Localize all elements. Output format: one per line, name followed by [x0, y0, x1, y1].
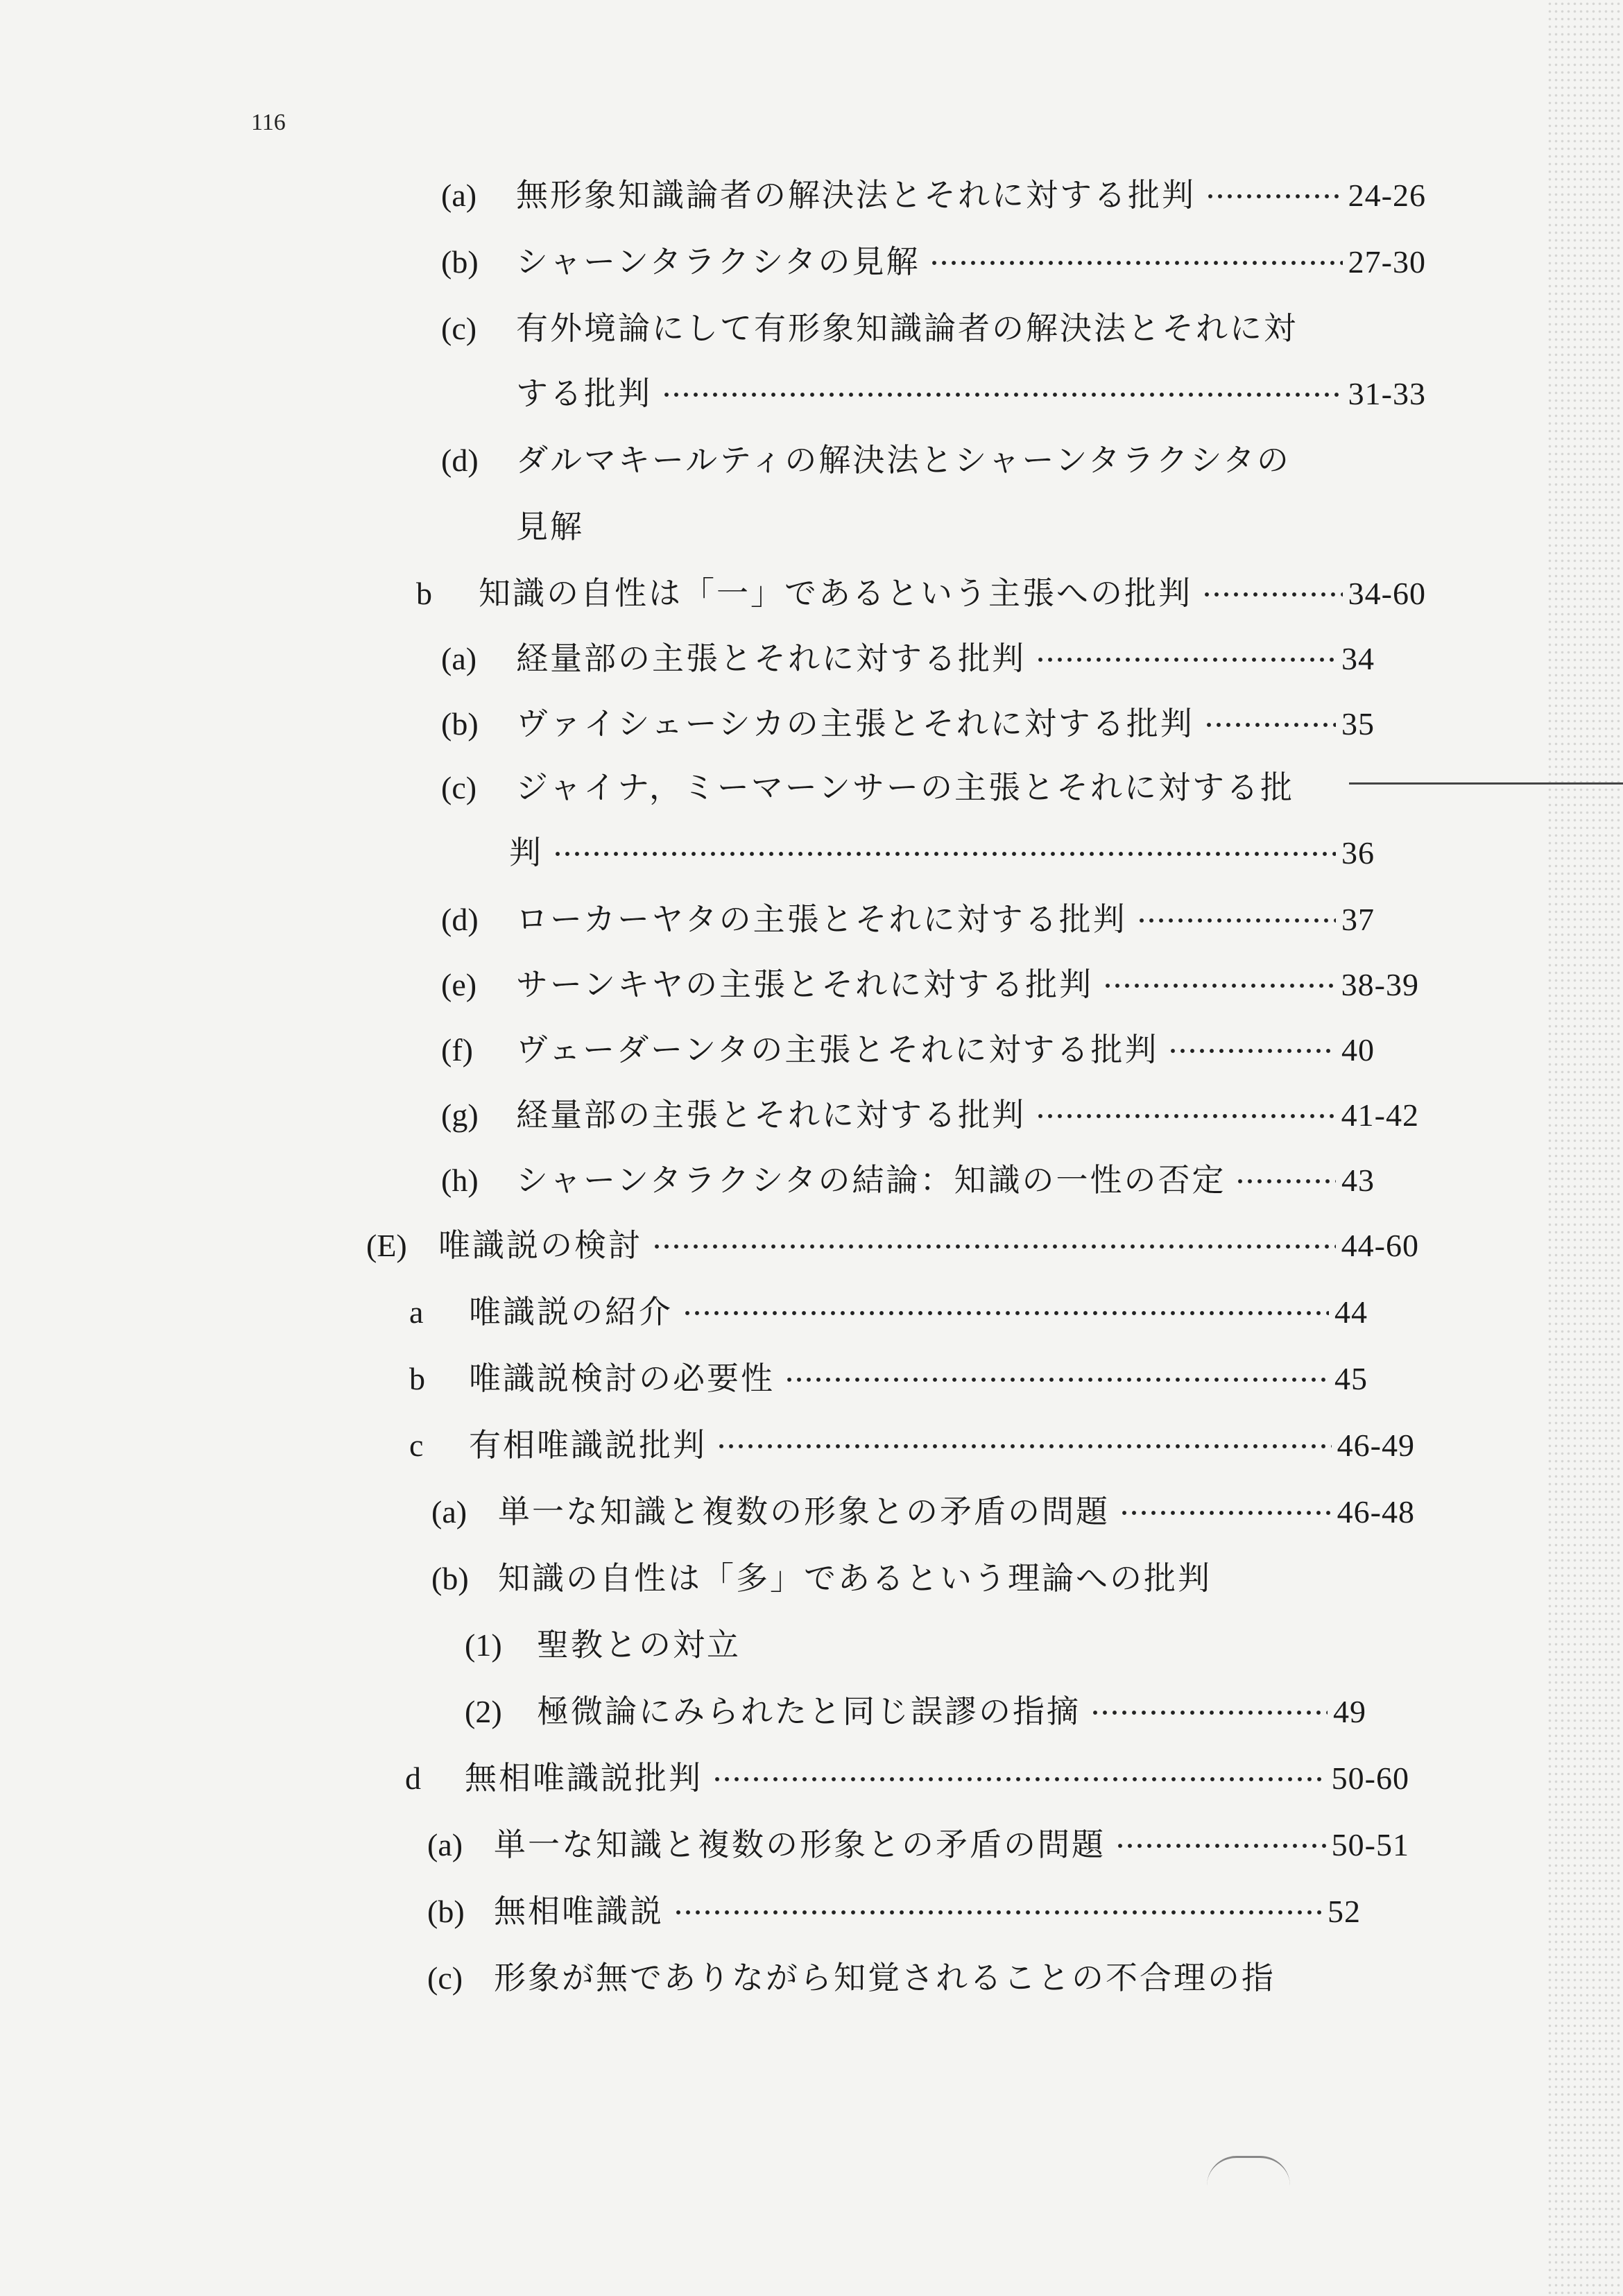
entry-pages: 41-42 — [1341, 1097, 1419, 1133]
entry-title: 聖教との対立 — [537, 1626, 741, 1663]
entry-title: 知識の自性は「一」であるという主張への批判 — [479, 574, 1192, 612]
entry-title: ヴァイシェーシカの主張とそれに対する批判 — [516, 705, 1194, 742]
dot-leader — [1235, 1172, 1336, 1190]
entry-title: 無形象知識論者の解決法とそれに対する批判 — [516, 176, 1196, 214]
entry-pages: 46-49 — [1337, 1428, 1415, 1463]
entry-mark: b — [409, 1361, 425, 1396]
entry-mark: (f) — [441, 1032, 473, 1068]
entry-title: 見解 — [516, 508, 584, 545]
toc-entry — [441, 1156, 1375, 1204]
toc-entry — [409, 1287, 1368, 1336]
toc-entry — [441, 1090, 1419, 1139]
toc-entry — [427, 1953, 1409, 2002]
toc-entry — [441, 634, 1375, 683]
entry-title: 判 — [509, 834, 543, 871]
toc-entry — [409, 1421, 1415, 1469]
entry-mark: (g) — [441, 1097, 479, 1133]
entry-mark: d — [405, 1760, 421, 1796]
entry-title: ローカーヤタの主張とそれに対する批判 — [516, 900, 1127, 938]
dot-leader — [662, 386, 1343, 404]
entry-title: する批判 — [516, 375, 652, 412]
dot-leader — [1137, 911, 1336, 929]
entry-mark: (b) — [427, 1894, 465, 1929]
entry-title: 経量部の主張とそれに対する批判 — [516, 1096, 1026, 1133]
entry-title: 唯識説の紹介 — [469, 1293, 673, 1330]
entry-title: 有外境論にして有形象知識論者の解決法とそれに対 — [516, 309, 1298, 347]
entry-pages: 44-60 — [1341, 1228, 1419, 1263]
entry-pages: 50-51 — [1331, 1827, 1409, 1862]
entry-title: 経量部の主張とそれに対する批判 — [516, 640, 1026, 677]
entry-mark: b — [416, 576, 432, 611]
entry-title: 形象が無でありながら知覚されることの不合理の指 — [494, 1959, 1276, 1996]
dot-leader — [652, 1237, 1336, 1256]
entry-mark: (b) — [431, 1561, 469, 1596]
toc-entry — [441, 960, 1419, 1009]
entry-mark: (e) — [441, 967, 477, 1002]
toc-entry-continuation — [516, 369, 1426, 418]
entry-title: ダルマキールティの解決法とシャーンタラクシタの — [516, 441, 1291, 479]
entry-pages: 40 — [1341, 1032, 1375, 1068]
toc-entry — [416, 569, 1426, 617]
entry-pages: 24-26 — [1348, 178, 1426, 213]
toc-entry — [409, 1354, 1368, 1403]
dot-leader — [1202, 585, 1343, 603]
entry-mark: (d) — [441, 443, 479, 478]
dot-leader — [1119, 1504, 1332, 1522]
toc-entry — [441, 763, 1375, 812]
dot-leader — [553, 845, 1336, 863]
dot-leader — [784, 1371, 1329, 1389]
entry-pages: 38-39 — [1341, 967, 1419, 1002]
entry-title: ヴェーダーンタの主張とそれに対する批判 — [516, 1031, 1159, 1068]
dot-leader — [716, 1437, 1332, 1455]
toc-entry — [465, 1687, 1366, 1736]
entry-mark: a — [409, 1294, 424, 1330]
dot-leader — [929, 254, 1342, 272]
entry-mark: (1) — [465, 1627, 502, 1663]
horizontal-rule — [1349, 782, 1623, 785]
entry-pages: 44 — [1334, 1294, 1368, 1330]
page-number: 116 — [251, 110, 286, 135]
toc-entry-continuation — [509, 828, 1375, 877]
dot-leader — [1103, 977, 1336, 995]
dot-leader — [1115, 1837, 1326, 1855]
entry-title: 単一な知識と複数の形象との矛盾の問題 — [494, 1826, 1106, 1863]
dot-leader — [1205, 187, 1343, 205]
entry-title: シャーンタラクシタの結論：知識の一性の否定 — [516, 1161, 1226, 1199]
toc-entry — [465, 1620, 1366, 1669]
toc-entry — [441, 304, 1426, 352]
toc-entry-continuation — [516, 502, 1426, 551]
entry-title: 極微論にみられたと同じ誤謬の指摘 — [537, 1693, 1081, 1730]
entry-mark: (a) — [427, 1827, 463, 1862]
entry-pages: 34 — [1341, 641, 1375, 676]
entry-mark: (c) — [441, 770, 477, 805]
entry-pages: 43 — [1341, 1163, 1375, 1198]
entry-mark: (c) — [441, 311, 477, 346]
entry-pages: 31-33 — [1348, 376, 1426, 411]
entry-title: 単一な知識と複数の形象との矛盾の問題 — [498, 1493, 1110, 1530]
toc-entry — [441, 237, 1426, 286]
toc-entry — [441, 699, 1375, 748]
toc-entry — [405, 1754, 1409, 1802]
entry-pages: 52 — [1328, 1894, 1361, 1929]
dot-leader — [682, 1304, 1329, 1322]
toc-entry — [427, 1820, 1409, 1869]
toc-entry — [441, 1025, 1375, 1074]
entry-pages: 49 — [1333, 1694, 1366, 1729]
entry-pages: 35 — [1341, 706, 1375, 742]
toc-entry — [431, 1554, 1415, 1602]
entry-pages: 34-60 — [1348, 576, 1426, 611]
entry-title: 知識の自性は「多」であるという理論への批判 — [498, 1559, 1212, 1597]
toc-entry — [431, 1487, 1415, 1536]
dot-leader — [1204, 716, 1336, 734]
toc-entry — [441, 895, 1375, 943]
toc-entry — [366, 1221, 1419, 1269]
scan-artifact-arc — [1207, 2156, 1290, 2186]
entry-mark: (h) — [441, 1163, 479, 1198]
dot-leader — [1090, 1704, 1328, 1722]
dot-leader — [1036, 651, 1336, 669]
entry-title: 無相唯識説 — [494, 1892, 664, 1930]
dot-leader — [1036, 1107, 1336, 1125]
toc-entry — [441, 171, 1426, 219]
dot-leader — [1168, 1042, 1336, 1060]
entry-title: 唯識説検討の必要性 — [469, 1360, 775, 1397]
entry-title: 無相唯識説批判 — [465, 1759, 703, 1797]
entry-mark: (b) — [441, 244, 479, 280]
entry-title: 有相唯識説批判 — [469, 1426, 707, 1464]
entry-title: サーンキヤの主張とそれに対する批判 — [516, 966, 1094, 1003]
entry-mark: (E) — [366, 1228, 407, 1263]
entry-pages: 50-60 — [1331, 1760, 1409, 1796]
entry-pages: 45 — [1334, 1361, 1368, 1396]
entry-title: ジャイナ，ミーマーンサーの主張とそれに対する批 — [516, 769, 1294, 806]
entry-pages: 36 — [1341, 835, 1375, 871]
entry-mark: (a) — [441, 178, 477, 213]
entry-mark: (c) — [427, 1960, 463, 1996]
entry-pages: 37 — [1341, 902, 1375, 937]
entry-pages: 27-30 — [1348, 244, 1426, 280]
dot-leader — [712, 1770, 1326, 1788]
entry-mark: (2) — [465, 1694, 502, 1729]
entry-mark: c — [409, 1428, 424, 1463]
dot-leader — [673, 1903, 1322, 1921]
entry-mark: (a) — [431, 1494, 467, 1530]
entry-mark: (a) — [441, 641, 477, 676]
toc-entry — [441, 436, 1426, 484]
entry-mark: (b) — [441, 706, 479, 742]
scan-edge-noise — [1547, 0, 1623, 2296]
entry-mark: (d) — [441, 902, 479, 937]
entry-pages: 46-48 — [1337, 1494, 1415, 1530]
entry-title: 唯識説の検討 — [438, 1226, 642, 1264]
entry-title: シャーンタラクシタの見解 — [516, 243, 920, 280]
toc-entry — [427, 1887, 1361, 1935]
